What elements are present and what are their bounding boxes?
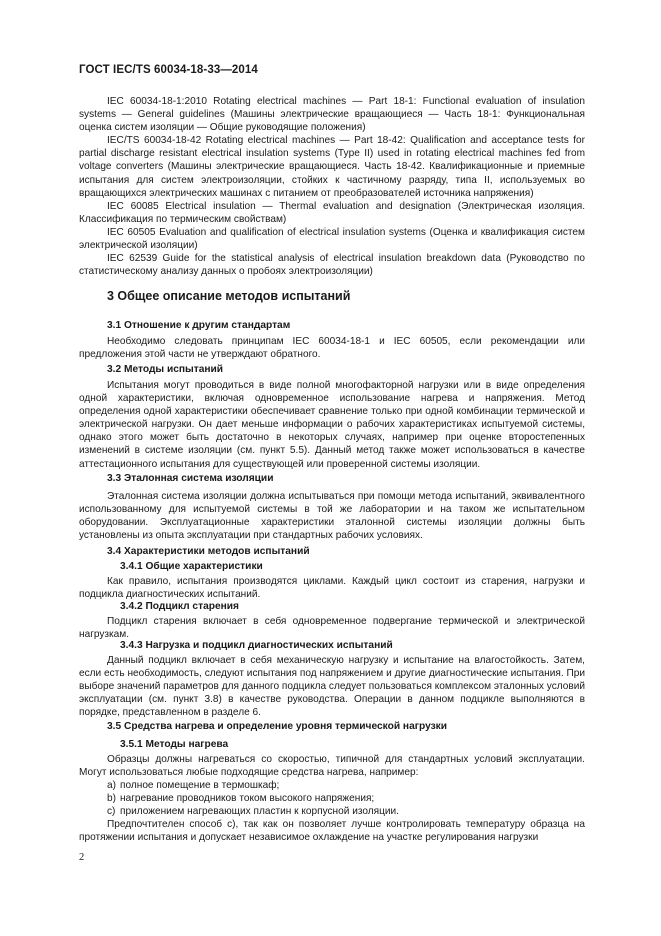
list-marker: b) — [107, 793, 116, 804]
paragraph: Эталонная система изоляции должна испытываться при помощи метода испытаний, эквивалентного использованному для испытуемой системы в той же лаборатории и на таком же испытательном оборудовании. Эксплуатационные характеристики эталонной системы изоляции должны быть установлены из опыта эксплуатации при стандартных рабочих условиях. — [79, 491, 585, 542]
list-item-text: нагревание проводников током высокого напряжения; — [120, 793, 375, 804]
paragraph: Испытания могут проводиться в виде полной многофакторной нагрузки или в виде определения одной характеристики, включая одновременное использование нагрева и напряжения. Метод определения одной характеристики обеспечивает сравнение только при одной комбинации термической и электрической нагрузки. Он дает меньше информации о рабочих характеристиках испытуемой системы, однако этого может быть достаточно в некоторых случаях, например при оценке второстепенных изменений в системе изоляции (см. пункт 5.5). Данный метод также может использоваться в качестве аттестационного испытания для существующей или проверенной системы изоляции. — [79, 380, 585, 470]
paragraph: Образцы должны нагреваться со скоростью, типичной для стандартных условий эксплуатации. Могут использоваться любые подходящие средства нагрева, например: — [79, 754, 585, 779]
section-3-1-body — [79, 335, 585, 361]
section-3-2-title: 3.2 Методы испытаний — [107, 364, 224, 375]
section-3-2-body — [79, 379, 585, 471]
section-3-4-2-body — [79, 615, 585, 641]
references-list — [79, 95, 585, 278]
list-item-text: полное помещение в термошкаф; — [120, 780, 280, 791]
section-3-5-1-body-continued — [79, 818, 585, 844]
paragraph: Как правило, испытания производятся циклами. Каждый цикл состоит из старения, нагрузки и подцикла диагностических испытаний. — [79, 576, 585, 601]
reference-item: IEC 60085 Electrical insulation — Thermal evaluation and designation (Электрическая изоляция. Классификация по термическим свойствам) — [79, 200, 585, 225]
list-item-text: приложением нагревающих пластин к корпусной изоляции. — [120, 806, 399, 817]
section-3-3-title: 3.3 Эталонная система изоляции — [107, 473, 274, 484]
reference-item: IEC 60034-18-1:2010 Rotating electrical machines — Part 18-1: Functional evaluation of insulation systems — General guidelines (Машины электрические вращающиеся — Часть 18-1: Функциональная оценка систем изоляции — Общие руководящие положения) — [79, 96, 585, 134]
section-3-4-1-title: 3.4.1 Общие характеристики — [120, 561, 263, 572]
paragraph: Необходимо следовать принципам IEC 60034-18-1 и IEC 60505, если рекомендации или предложения этой части не утверждают обратного. — [79, 336, 585, 361]
section-3-title: 3 Общее описание методов испытаний — [107, 289, 351, 303]
list-item — [107, 792, 374, 805]
section-3-4-title: 3.4 Характеристики методов испытаний — [107, 546, 310, 557]
section-3-3-body — [79, 490, 585, 542]
paragraph: Подцикл старения включает в себя одновременное подвергание термической и электрической нагрузкам. — [79, 616, 585, 641]
list-marker: a) — [107, 780, 116, 791]
list-marker: c) — [107, 806, 116, 817]
section-3-1-title: 3.1 Отношение к другим стандартам — [107, 320, 291, 331]
section-3-5-1-body — [79, 753, 585, 779]
paragraph: Предпочтителен способ c), так как он позволяет лучше контролировать температуру образца на протяжении испытания и допускает независимое охлаждение на участке регулирования нагрузки — [79, 819, 585, 844]
document-header: ГОСТ IEC/TS 60034-18-33—2014 — [79, 64, 258, 76]
section-3-5-1-title: 3.5.1 Методы нагрева — [120, 739, 229, 750]
section-3-4-1-body — [79, 575, 585, 601]
reference-item: IEC 62539 Guide for the statistical analysis of electrical insulation breakdown data (Руководство по статистическому анализу данных о пробоях электроизоляции) — [79, 253, 585, 278]
section-3-4-3-title: 3.4.3 Нагрузка и подцикл диагностических испытаний — [120, 640, 393, 651]
section-3-4-3-body — [79, 654, 585, 719]
list-item — [107, 779, 279, 792]
reference-item: IEC/TS 60034-18-42 Rotating electrical machines — Part 18-42: Qualification and acceptance tests for partial discharge resistant electrical insulation systems (Type II) used in rotating electrical machines fed from voltage converters (Машины электрические вращающиеся. Часть 18-42. Квалификационные и приемные испытания для систем электроизоляции, стойких к частичному разряду, типа II, используемых во вращающихся электрических машинах с питанием от преобразователей источника напряжения) — [79, 135, 585, 199]
section-3-5-title: 3.5 Средства нагрева и определение уровня термической нагрузки — [107, 721, 448, 732]
paragraph: Данный подцикл включает в себя механическую нагрузку и испытание на влагостойкость. Затем, если есть необходимость, следуют испытания под напряжением и другие диагностические испытания. При выборе значений параметров для данного подцикла следует пользоваться комплексом эталонных условий эксплуатации (см. пункт 3.8) в качестве руководства. Операции в данном подцикле выполняются в порядке, представленном в разделе 6. — [79, 655, 585, 719]
reference-item: IEC 60505 Evaluation and qualification of electrical insulation systems (Оценка и квалификация систем электрической изоляции) — [79, 226, 585, 252]
section-3-4-2-title: 3.4.2 Подцикл старения — [120, 601, 239, 612]
list-item — [107, 805, 399, 818]
page-number: 2 — [79, 852, 85, 863]
